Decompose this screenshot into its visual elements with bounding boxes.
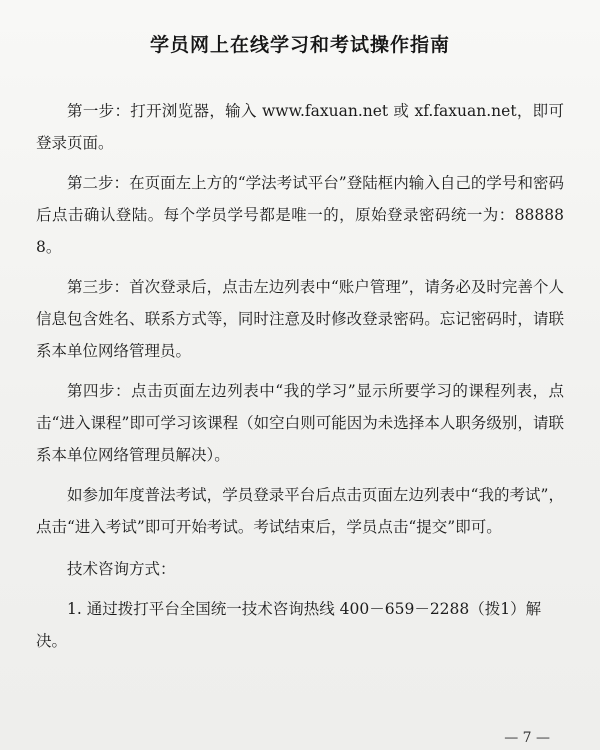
page-number: — 7 — [504,730,550,746]
contact-heading: 技术咨询方式： [67,560,176,578]
step-4-paragraph: 第四步：点击页面左边列表中“我的学习”显示所要学习的课程列表，点击“进入课程”即可学习该课程（如空白则可能因为未选择本人职务级别，请联系本单位网络管理员解决）。 [36,382,564,464]
exam-paragraph: 如参加年度普法考试，学员登录平台后点击页面左边列表中“我的考试”，点击“进入考试”即可开始考试。考试结束后，学员点击“提交”即可。 [36,486,564,536]
step-2-paragraph: 第二步：在页面左上方的“学法考试平台”登陆框内输入自己的学号和密码后点击确认登陆。每个学员学号都是唯一的，原始登录密码统一为：888888。 [36,174,564,256]
contact-item-hotline: 1. 通过拨打平台全国统一技术咨询热线 400－659－2288（拨1）解决。 [36,600,542,650]
step-1-paragraph: 第一步：打开浏览器，输入 www.faxuan.net 或 xf.faxuan.net，即可登录页面。 [36,102,564,152]
step-3-paragraph: 第三步：首次登录后，点击左边列表中“账户管理”，请务必及时完善个人信息包含姓名、联系方式等，同时注意及时修改登录密码。忘记密码时，请联系本单位网络管理员。 [36,278,564,360]
document-title: 学员网上在线学习和考试操作指南 [149,34,450,56]
